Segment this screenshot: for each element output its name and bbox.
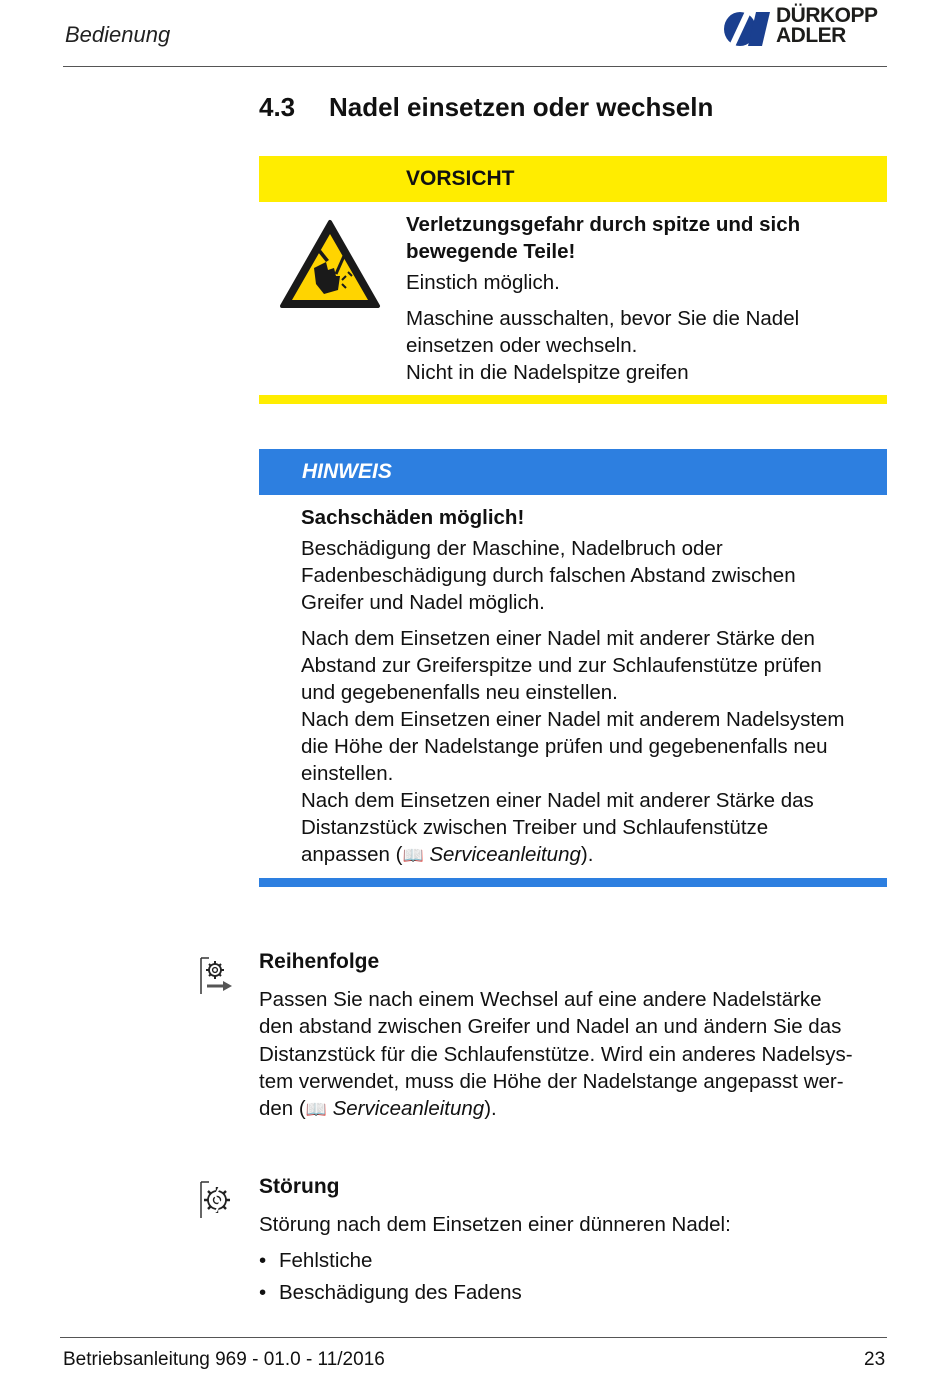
notice-header-bar	[259, 449, 887, 495]
footer-divider	[60, 1337, 887, 1338]
notice-footer-bar	[259, 878, 887, 887]
sequence-line-1: Passen Sie nach einem Wechsel auf eine andere Nadelstärke	[259, 988, 822, 1011]
section-number: 4.3	[259, 92, 296, 122]
caution-text-1: Einstich möglich.	[406, 271, 560, 294]
caution-body	[406, 211, 876, 386]
notice-p1-line-3: Greifer und Nadel möglich.	[301, 591, 545, 614]
notice-p1-line-2: Fadenbeschädigung durch falschen Abstand zwischen	[301, 564, 796, 587]
book-icon: 📖	[305, 1100, 327, 1120]
list-item	[259, 1281, 522, 1305]
duerkopp-adler-logo	[722, 6, 890, 50]
caution-headline	[406, 211, 876, 265]
notice-p2-line-1: Nach dem Einsetzen einer Nadel mit anderer Stärke den	[301, 627, 815, 650]
broken-gear-icon	[199, 1180, 235, 1220]
notice-p2-line-5: die Höhe der Nadelstange prüfen und gegebenenfalls neu	[301, 735, 828, 758]
bullet-icon: •	[259, 1281, 267, 1304]
notice-headline: Sachschäden möglich!	[301, 506, 525, 529]
sequence-line-4: tem verwendet, muss die Höhe der Nadelstange angepasst wer-	[259, 1069, 844, 1093]
caution-text-2	[406, 305, 876, 386]
footer-document-info: Betriebsanleitung 969 - 01.0 - 11/2016	[63, 1349, 385, 1370]
notice-p1-line-1: Beschädigung der Maschine, Nadelbruch oder	[301, 537, 723, 560]
notice-label: HINWEIS	[302, 460, 392, 483]
caution-headline-line-1: Verletzungsgefahr durch spitze und sich	[406, 213, 801, 236]
sequence-title: Reihenfolge	[259, 950, 380, 973]
notice-p2-line-4: Nach dem Einsetzen einer Nadel mit anderem Nadelsystem	[301, 708, 845, 731]
notice-paragraph-1	[301, 535, 881, 616]
logo-mark-icon	[722, 6, 772, 50]
sequence-line-5-suffix: ).	[484, 1097, 497, 1121]
hand-puncture-warning-icon	[278, 218, 382, 310]
service-manual-reference: Serviceanleitung	[429, 843, 581, 866]
header-section-label: Bedienung	[65, 22, 171, 47]
caution-text-2-line-2: einsetzen oder wechseln.	[406, 334, 638, 357]
section-heading	[259, 92, 713, 123]
service-manual-reference: Serviceanleitung	[332, 1097, 485, 1121]
section-title: Nadel einsetzen oder wechseln	[329, 92, 714, 122]
sequence-line-2: den abstand zwischen Greifer und Nadel an und ändern Sie das	[259, 1015, 842, 1039]
page-number: 23	[864, 1349, 886, 1370]
gear-arrow-icon	[199, 956, 235, 996]
caution-label: VORSICHT	[406, 167, 515, 190]
notice-p2-line-7: Nach dem Einsetzen einer Nadel mit anderer Stärke das	[301, 789, 814, 812]
list-item	[259, 1249, 372, 1273]
logo-line-1: DÜRKOPP	[776, 4, 878, 27]
list-item-label: Beschädigung des Fadens	[279, 1281, 522, 1304]
header-divider	[63, 66, 887, 67]
notice-paragraph-2	[301, 625, 881, 869]
bullet-icon: •	[259, 1249, 267, 1272]
caution-header-bar	[259, 156, 887, 202]
caution-headline-line-2: bewegende Teile!	[406, 240, 576, 263]
caution-footer-bar	[259, 395, 887, 404]
list-item-label: Fehlstiche	[279, 1249, 373, 1272]
caution-text-3: Nicht in die Nadelspitze greifen	[406, 361, 689, 384]
sequence-body	[259, 986, 889, 1123]
caution-text-2-line-1: Maschine ausschalten, bevor Sie die Nadel	[406, 307, 800, 330]
notice-p2-line-9-suffix: ).	[580, 843, 594, 866]
notice-p2-line-8: Distanzstück zwischen Treiber und Schlaufenstütze	[301, 816, 769, 839]
notice-p2-line-2: Abstand zur Greiferspitze und zur Schlaufenstütze prüfen	[301, 654, 822, 677]
notice-p2-line-9-prefix: anpassen (	[301, 843, 403, 866]
book-icon: 📖	[402, 846, 424, 865]
malfunction-title: Störung	[259, 1175, 340, 1198]
malfunction-intro: Störung nach dem Einsetzen einer dünneren Nadel:	[259, 1213, 731, 1236]
notice-p2-line-6: einstellen.	[301, 762, 394, 785]
notice-p2-line-3: und gegebenenfalls neu einstellen.	[301, 681, 618, 704]
sequence-line-5-prefix: den (	[259, 1097, 306, 1121]
logo-line-2: ADLER	[776, 24, 846, 47]
sequence-line-3: Distanzstück für die Schlaufenstütze. Wird ein anderes Nadelsys-	[259, 1042, 853, 1066]
notice-body	[301, 504, 881, 869]
